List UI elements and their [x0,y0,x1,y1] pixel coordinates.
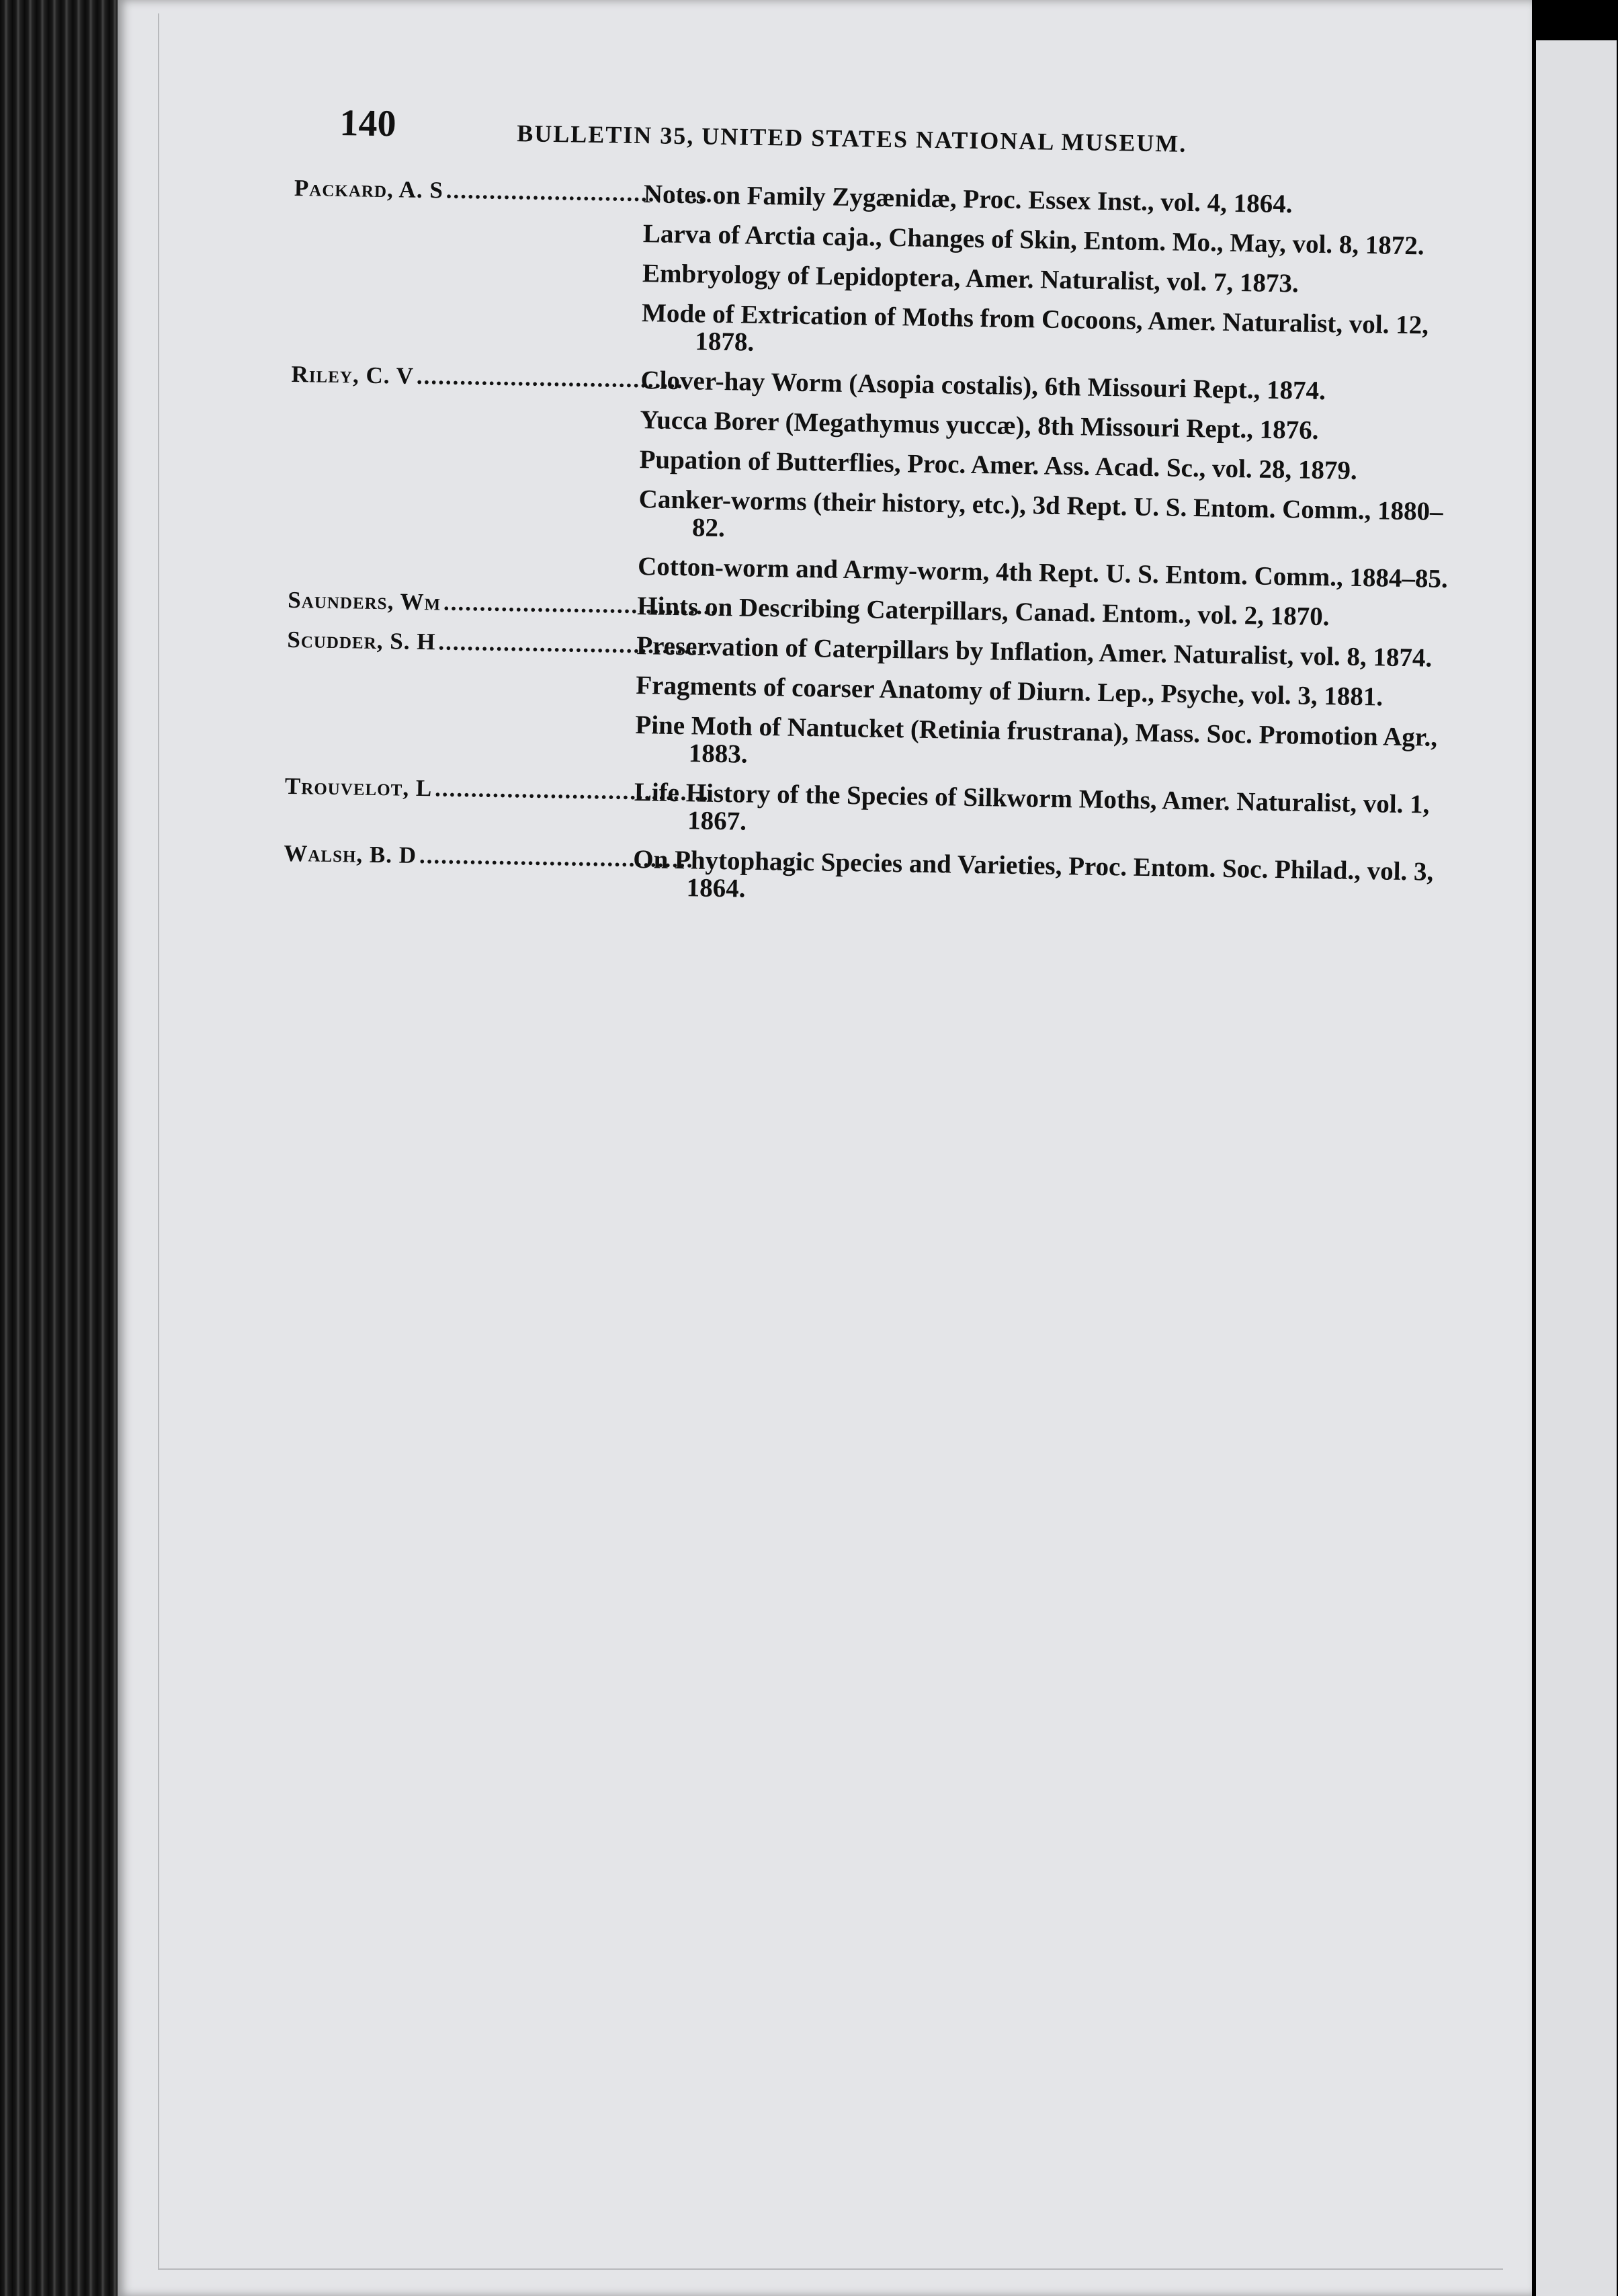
work-citation: Canker-worms (their history, etc.), 3d Rept. U. S. Entom. Comm., 1880–82. [638,485,1443,543]
work-citation: Yucca Borer (Megathymus yuccæ), 8th Missouri Rept., 1876. [640,405,1319,445]
work-citation: Cotton-worm and Army-worm, 4th Rept. U. S. Entom. Comm., 1884–85. [637,552,1449,594]
work-citation: Hints on Describing Caterpillars, Canad. Entom., vol. 2, 1870. [636,591,1330,632]
bibliography-entry [284,773,1454,846]
work-citation: Mode of Extrication of Moths from Cocoons, Amer. Naturalist, vol. 12, 1878. [641,298,1429,357]
work-citation: On Phytophagic Species and Varieties, Proc. Entom. Soc. Philad., vol. 3, 1864. [632,845,1434,903]
work-citation: Notes on Family Zygænidæ, Proc. Essex Inst., vol. 4, 1864. [643,179,1293,219]
facing-page-edge [1536,40,1617,2296]
work-citation: Pine Moth of Nantucket (Retinia frustrana), Mass. Soc. Promotion Agr., 1883. [635,710,1438,769]
bibliography-entry [292,175,1463,367]
bibliography-entry [286,626,1457,779]
work-citation: Pupation of Butterflies, Proc. Amer. Ass. Acad. Sc., vol. 28, 1879. [639,445,1358,485]
work-citation: Larva of Arctia caja., Changes of Skin, Entom. Mo., May, vol. 8, 1872. [642,219,1424,261]
author-name: Trouvelot, L...................................... [284,772,710,806]
bibliography-entry [288,361,1461,593]
bibliography-list [283,175,1463,913]
running-title: BULLETIN 35, UNITED STATES NATIONAL MUSEUM. [516,120,1187,157]
work-citation: Embryology of Lepidoptera, Amer. Naturalist, vol. 7, 1873. [642,259,1300,298]
author-name: Saunders, Wm...................................... [288,586,718,620]
page-number: 140 [339,102,396,145]
author-name: Walsh, B. D...................................... [284,839,694,873]
work-citation: Fragments of coarser Anatomy of Diurn. Lep., Psyche, vol. 3, 1881. [636,671,1383,712]
work-citation: Clover-hay Worm (Asopia costalis), 6th Missouri Rept., 1874. [640,366,1326,406]
author-name: Riley, C. V...................................... [291,360,691,394]
page-content [283,101,1465,926]
author-name: Scudder, S. H...................................... [287,626,714,659]
bibliography-entry [283,840,1453,913]
bibliography-entry [288,587,1457,632]
work-citation: Preservation of Caterpillars by Inflation, Amer. Naturalist, vol. 8, 1874. [636,631,1433,673]
work-citation: Life History of the Species of Silkworm Moths, Amer. Naturalist, vol. 1, 1867. [634,778,1430,836]
author-name: Packard, A. S...................................... [294,174,721,208]
